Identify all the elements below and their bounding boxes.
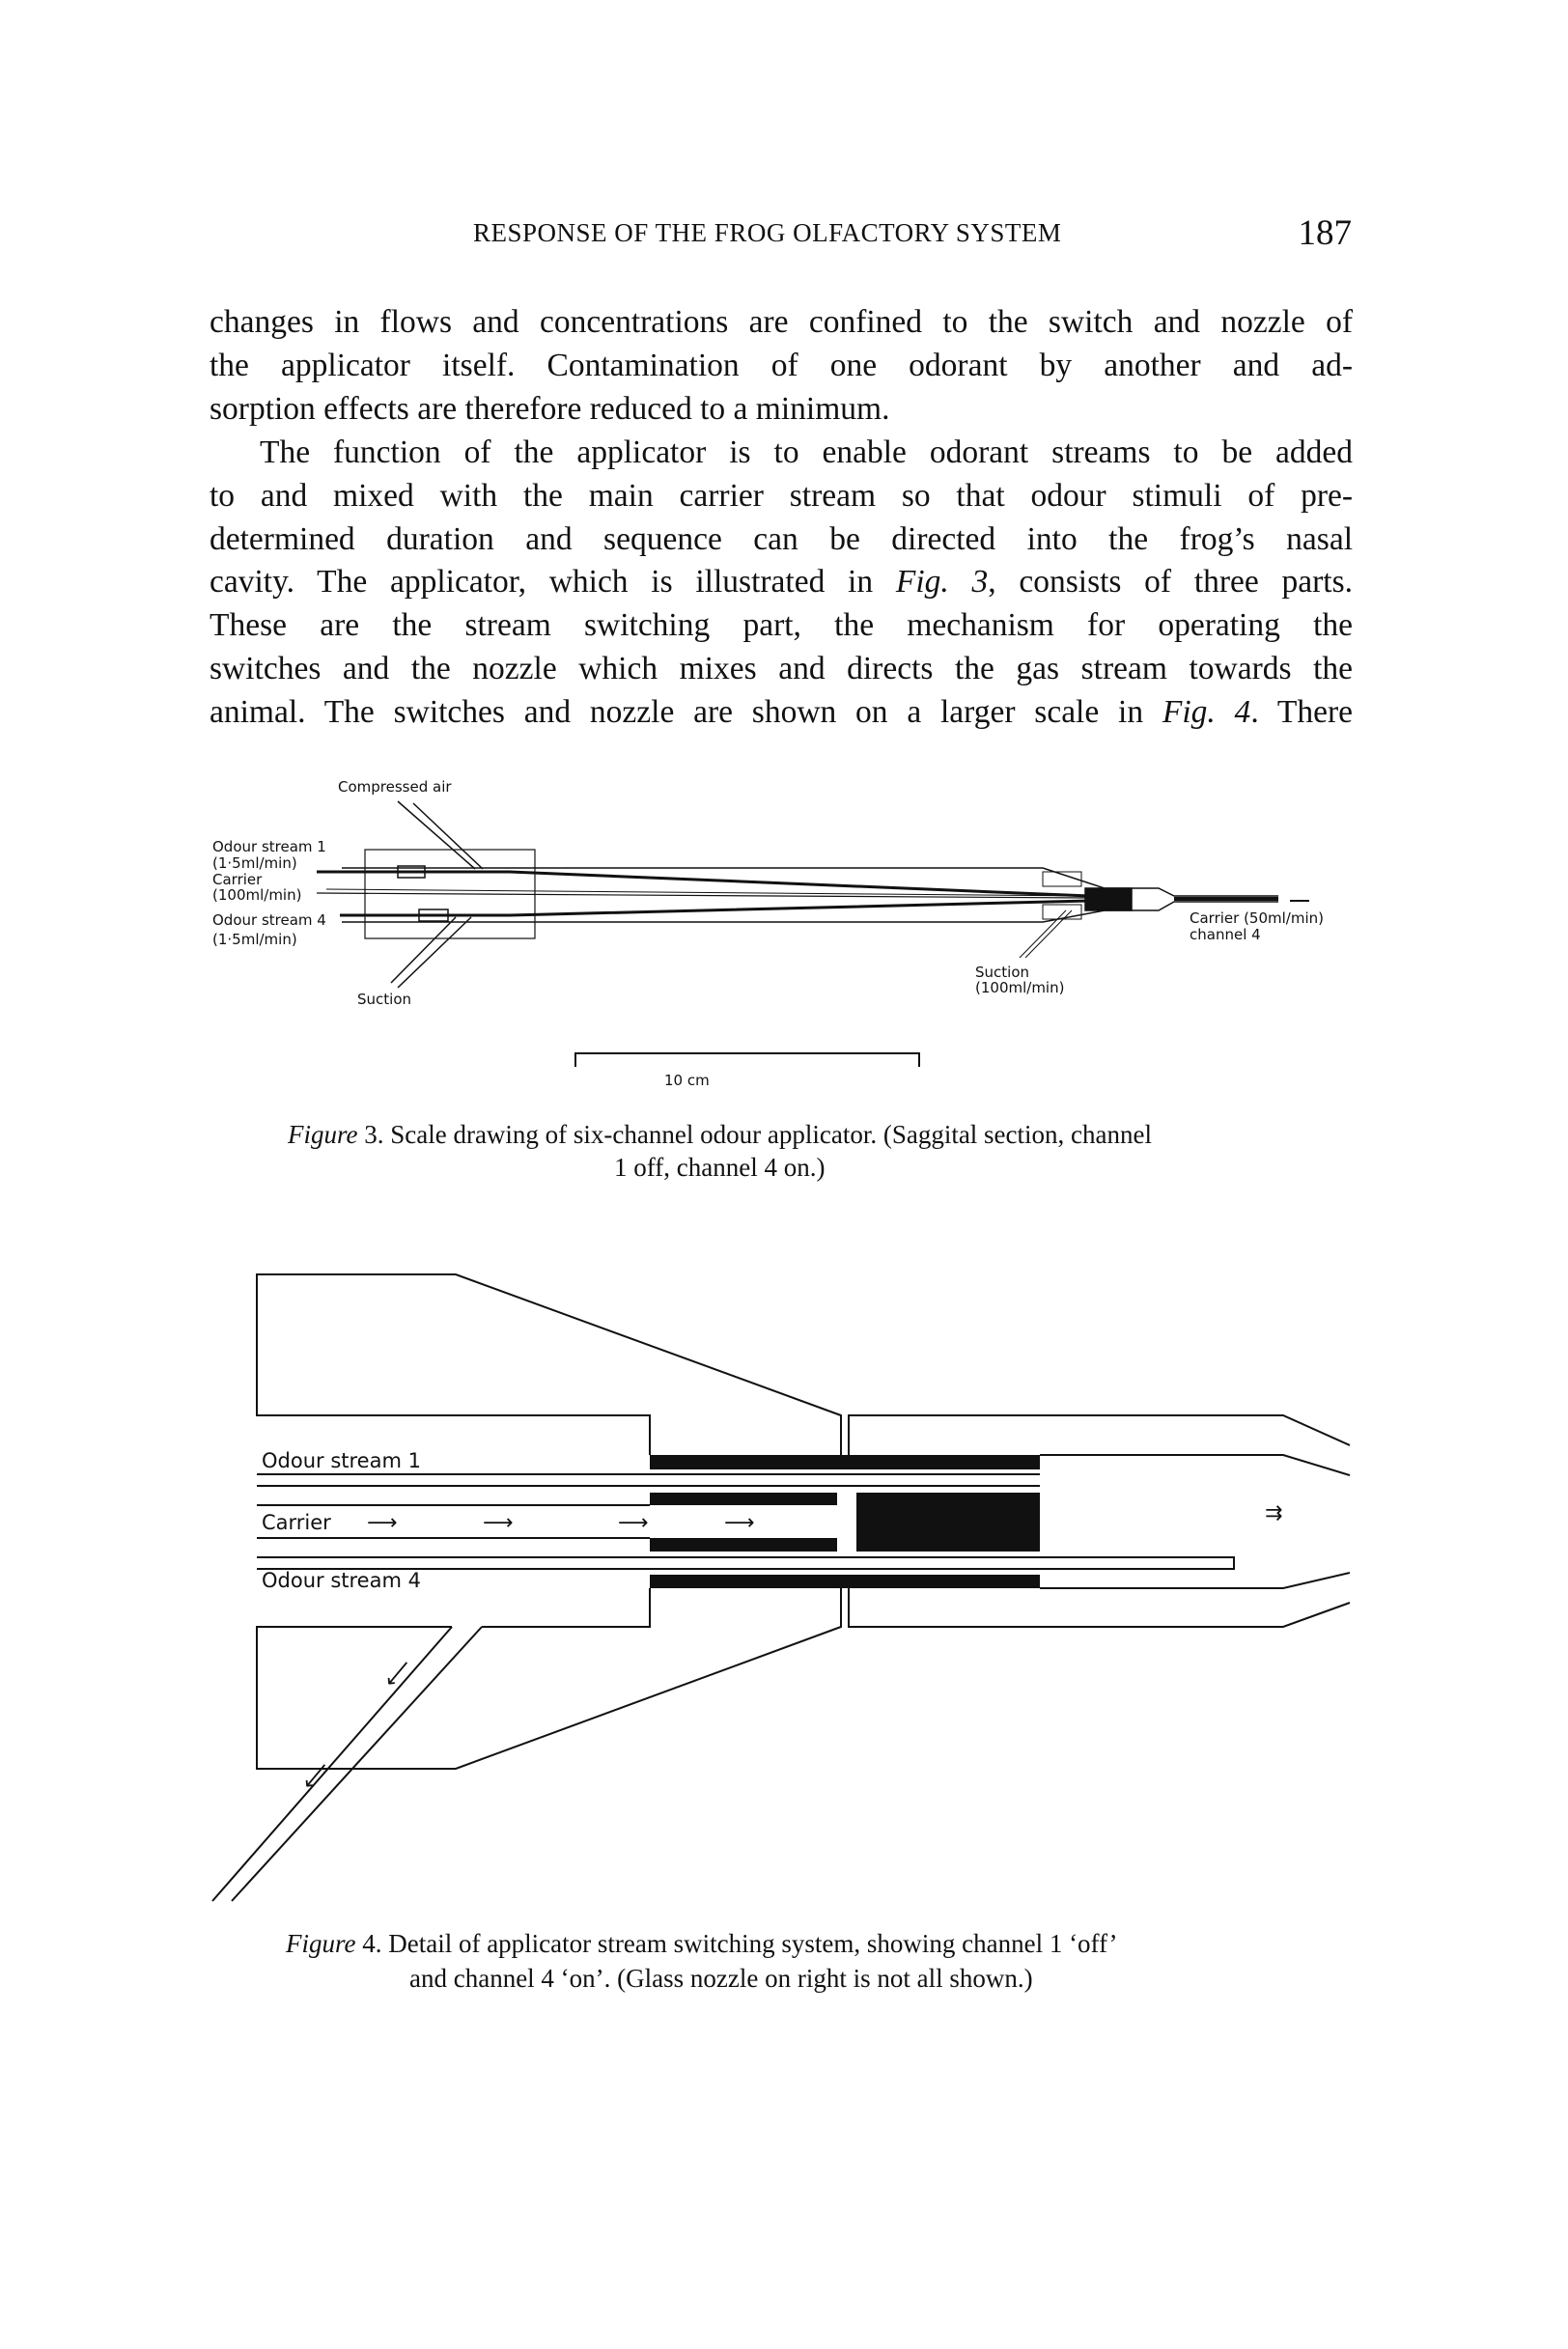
figure-3-diagram — [317, 801, 1309, 1067]
label-carrier: Carrier — [212, 871, 263, 888]
label-odour-stream-1: Odour stream 1 — [262, 1449, 421, 1472]
text-line: changes in flows and concentrations are confined to the switch and nozzle of — [210, 304, 1353, 340]
caption-label: Figure — [288, 1120, 358, 1149]
text-line: the applicator itself. Contamination of one odorant by another and ad- — [210, 347, 1353, 383]
label-channel: channel 4 — [1190, 926, 1261, 943]
label-compressed-air: Compressed air — [338, 778, 452, 796]
arrow-icon: ⟶ — [618, 1511, 649, 1535]
arrow-icon: ⟶ — [483, 1511, 514, 1535]
scale-bar-label: 10 cm — [664, 1072, 710, 1089]
figure-4-caption-line2: and channel 4 ‘on’. (Glass nozzle on right is not all shown.) — [409, 1964, 1033, 1993]
figure-3-caption-line2: 1 off, channel 4 on.) — [614, 1153, 826, 1182]
label-carrier-flow: (100ml/min) — [212, 886, 302, 904]
figure-4-caption — [286, 1929, 1118, 1959]
arrow-icon: ⟶ — [378, 1653, 417, 1692]
figure-3-caption — [288, 1120, 1152, 1150]
label-odour-stream-1: Odour stream 1 — [212, 838, 326, 855]
running-title: RESPONSE OF THE FROG OLFACTORY SYSTEM — [473, 218, 1062, 247]
label-carrier-out: Carrier (50ml/min) — [1190, 909, 1324, 927]
text-line: switches and the nozzle which mixes and directs the gas stream towards the — [210, 651, 1353, 687]
text-segment: animal. The switches and nozzle are shown on a larger scale in — [210, 694, 1162, 731]
label-carrier: Carrier — [262, 1511, 331, 1534]
caption-text: 3. Scale drawing of six-channel odour applicator. (Saggital section, channel — [357, 1120, 1152, 1149]
label-suction-right-flow: (100ml/min) — [975, 979, 1065, 996]
label-odour-stream-1-flow: (1·5ml/min) — [212, 854, 297, 872]
text-line: The function of the applicator is to enable odorant streams to be added — [260, 433, 1353, 470]
text-line: These are the stream switching part, the mechanism for operating the — [210, 607, 1353, 644]
arrow-icon: ⟶ — [295, 1755, 335, 1795]
text-segment: . There — [1250, 694, 1353, 731]
arrow-icon: ⟶ — [724, 1511, 755, 1535]
arrow-icon: ⇉ — [1265, 1501, 1283, 1525]
caption-text: 4. Detail of applicator stream switching system, showing channel 1 ‘off’ — [355, 1929, 1118, 1958]
figure-reference: Fig. 4 — [1162, 694, 1251, 731]
label-odour-stream-4: Odour stream 4 — [262, 1569, 421, 1592]
label-suction-left: Suction — [357, 991, 412, 1008]
label-odour-stream-4-flow: (1·5ml/min) — [212, 931, 297, 948]
label-suction-right: Suction — [975, 964, 1030, 981]
caption-label: Figure — [286, 1929, 356, 1958]
arrow-icon: ⟶ — [367, 1511, 398, 1535]
text-line: sorption effects are therefore reduced to a minimum. — [210, 390, 890, 427]
text-line: determined duration and sequence can be directed into the frog’s nasal — [210, 520, 1353, 557]
page-number: 187 — [1298, 213, 1352, 253]
figure-reference: Fig. 3 — [895, 564, 989, 601]
text-segment: , consists of three parts. — [988, 564, 1353, 601]
text-segment: cavity. The applicator, which is illustrated in — [210, 564, 896, 601]
label-odour-stream-4: Odour stream 4 — [212, 911, 326, 929]
text-line: to and mixed with the main carrier stream so that odour stimuli of pre- — [210, 477, 1353, 514]
